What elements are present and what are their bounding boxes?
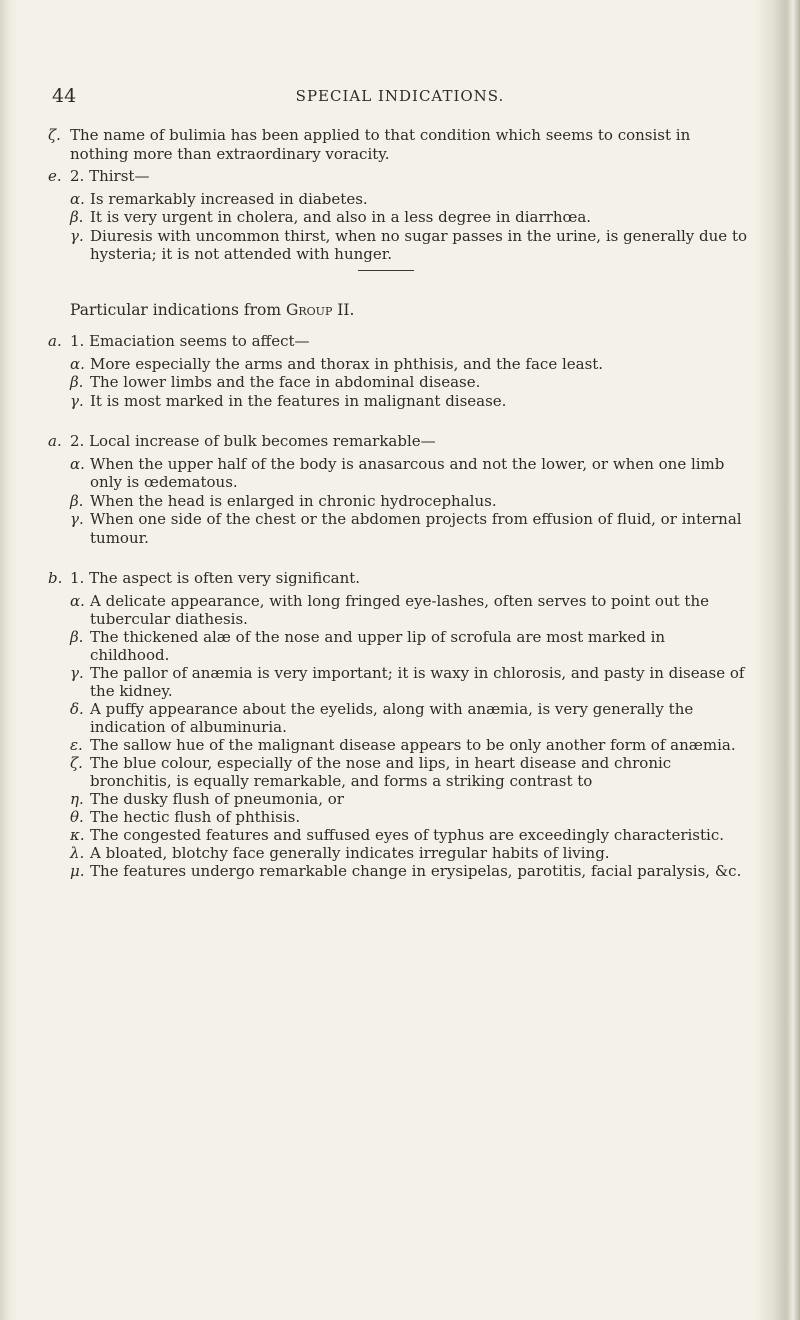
section-marker: a.: [48, 332, 62, 350]
item-marker: γ.: [70, 391, 84, 410]
list-item: [70, 510, 748, 547]
section-marker: a.: [48, 432, 62, 450]
item-marker: α.: [70, 591, 85, 610]
list-item: [70, 790, 748, 808]
list-item: [70, 455, 748, 492]
item-marker: β.: [70, 627, 84, 646]
item-marker: β.: [70, 208, 84, 226]
item-text: The dusky flush of pneumonia, or: [90, 789, 344, 808]
emaciation-heading: [48, 332, 748, 351]
item-marker: δ.: [70, 699, 84, 718]
item-marker: γ.: [70, 226, 84, 245]
item-marker: η.: [70, 789, 84, 808]
page-body: [48, 126, 748, 880]
item-marker: α.: [70, 454, 85, 473]
page-gutter-left: [0, 0, 18, 1320]
item-marker: β.: [70, 491, 84, 510]
item-text: It is very urgent in cholera, and also in a less degree in diarrhœa.: [90, 208, 592, 226]
list-item: [70, 190, 748, 209]
item-text: The blue colour, especially of the nose and lips, in heart disease and chronic bronchitis, is equally remarkable, and forms a striking contrast to: [90, 753, 672, 790]
list-item: [70, 844, 748, 862]
item-marker: β.: [70, 373, 84, 391]
item-text: Is remarkably increased in diabetes.: [90, 189, 368, 208]
list-item: [70, 862, 748, 880]
list-item: [70, 392, 748, 411]
list-item: [70, 826, 748, 844]
item-text: It is most marked in the features in malignant disease.: [90, 391, 507, 410]
item-text: The lower limbs and the face in abdominal disease.: [90, 373, 481, 391]
page-number: 44: [52, 85, 77, 107]
item-text: When the head is enlarged in chronic hydrocephalus.: [90, 491, 497, 510]
list-item: [70, 808, 748, 826]
item-marker: ζ.: [48, 126, 61, 144]
section-heading: Emaciation seems to affect—: [89, 332, 310, 350]
section-heading: Thirst—: [89, 167, 150, 185]
item-marker: γ.: [70, 510, 84, 528]
item-marker: κ.: [70, 825, 85, 844]
item-text: More especially the arms and thorax in phthisis, and the face least.: [90, 354, 604, 373]
item-text: The features undergo remarkable change in erysipelas, parotitis, facial paralysis, &c.: [90, 861, 742, 880]
item-text: The sallow hue of the malignant disease appears to be only another form of anæmia.: [90, 735, 736, 754]
list-item: [70, 754, 748, 790]
list-item: [70, 664, 748, 700]
item-text: The thickened alæ of the nose and upper lip of scrofula are most marked in childhood.: [90, 627, 666, 664]
section-marker: b.: [48, 569, 63, 587]
item-marker: θ.: [70, 807, 84, 826]
section-number: 2.: [70, 167, 85, 185]
section-number: 1.: [70, 332, 85, 350]
thirst-heading: [48, 167, 748, 186]
list-item: [70, 492, 748, 511]
local-increase-heading: [48, 432, 748, 451]
item-marker: ζ.: [70, 753, 83, 772]
section-heading: Local increase of bulk becomes remarkable—: [89, 432, 436, 450]
item-marker: λ.: [70, 843, 85, 862]
group-word: Group: [286, 300, 333, 319]
item-marker: μ.: [70, 861, 85, 880]
page-header: [0, 85, 800, 115]
item-text: Diuresis with uncommon thirst, when no sugar passes in the urine, is generally due to hysteria; it is not attended with hunger.: [90, 226, 748, 263]
page-gutter-right: [754, 0, 800, 1320]
item-text: A delicate appearance, with long fringed eye-lashes, often serves to point out the tubercular diathesis.: [90, 591, 709, 628]
list-item: [70, 592, 748, 628]
item-text: The pallor of anæmia is very important; it is waxy in chlorosis, and pasty in disease of the kidney.: [90, 663, 745, 700]
item-marker: α.: [70, 189, 85, 208]
list-item: [70, 628, 748, 664]
item-marker: α.: [70, 354, 85, 373]
list-item: [70, 355, 748, 374]
paragraph-text: The name of bulimia has been applied to that condition which seems to consist in nothing more than extraordinary voracity.: [70, 126, 691, 163]
item-text: The hectic flush of phthisis.: [90, 807, 301, 826]
item-text: A bloated, blotchy face generally indicates irregular habits of living.: [90, 843, 610, 862]
item-text: A puffy appearance about the eyelids, along with anæmia, is very generally the indication of albuminuria.: [90, 699, 694, 736]
section-number: 2.: [70, 432, 85, 450]
section-title: Particular indications from Group II.: [70, 300, 355, 319]
paragraph-bulimia: [48, 126, 748, 163]
running-title: SPECIAL INDICATIONS.: [295, 87, 505, 105]
item-text: When one side of the chest or the abdomen projects from effusion of fluid, or internal tumour.: [90, 510, 742, 547]
aspect-heading: [48, 569, 748, 588]
list-item: [70, 373, 748, 392]
item-marker: ε.: [70, 735, 83, 754]
list-item: [70, 227, 748, 264]
section-number: 1.: [70, 569, 85, 587]
list-item: [70, 208, 748, 227]
list-item: [70, 736, 748, 754]
section-divider: [358, 270, 414, 271]
item-text: When the upper half of the body is anasarcous and not the lower, or when one limb only is œdematous.: [90, 454, 725, 491]
section-heading: The aspect is often very significant.: [89, 569, 361, 587]
section-marker: e.: [48, 167, 62, 185]
list-item: [70, 700, 748, 736]
item-text: The congested features and suffused eyes of typhus are exceedingly characteristic.: [90, 825, 724, 844]
item-marker: γ.: [70, 663, 84, 682]
